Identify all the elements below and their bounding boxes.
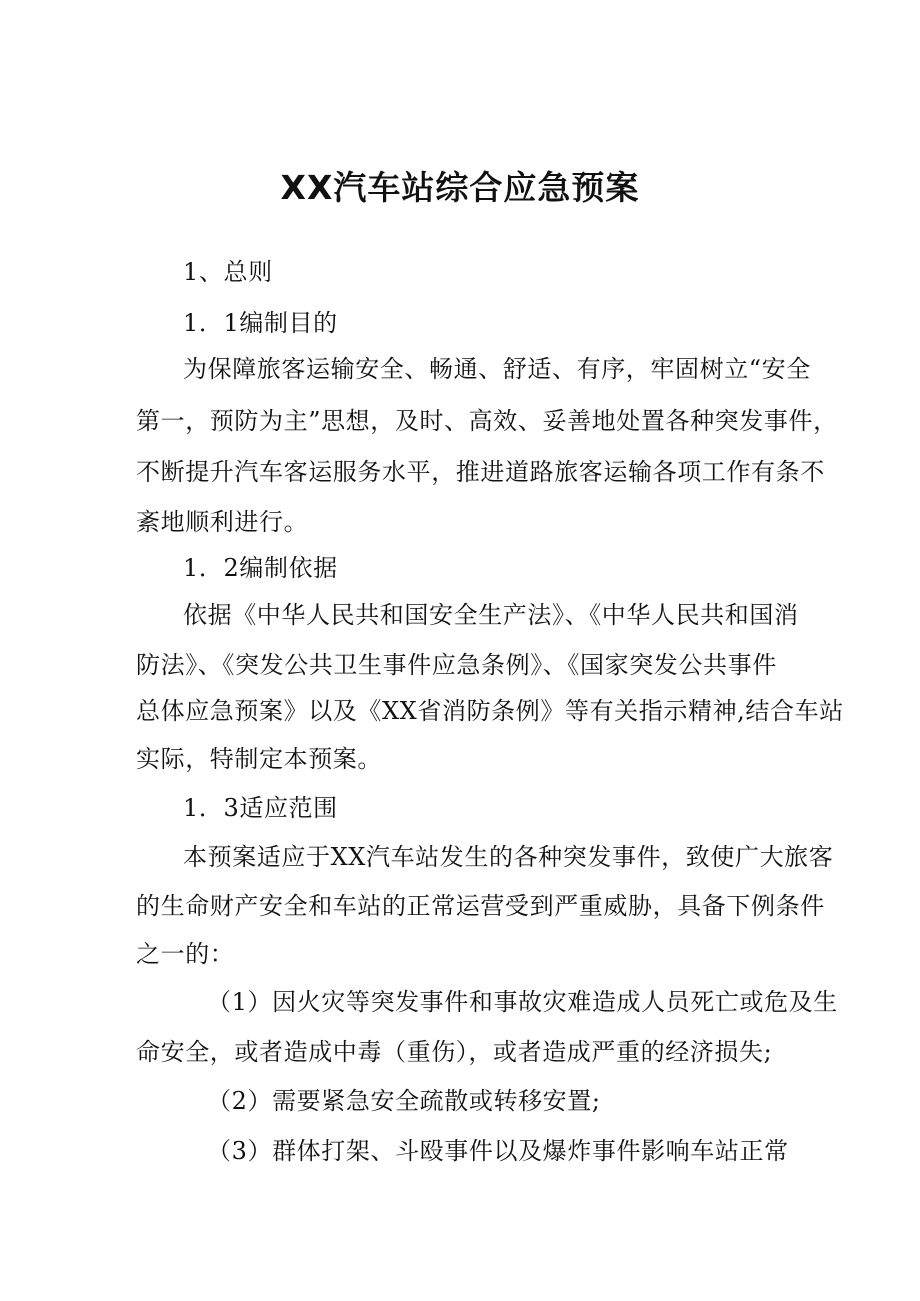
- document-title: XX汽车站综合应急预案: [280, 168, 640, 207]
- paragraph-line: 依据《中华人民共和国安全生产法》、《中华人民共和国消: [183, 601, 799, 629]
- paragraph-line: 之一的：: [136, 940, 235, 968]
- section-heading-general: 1、总则: [183, 258, 273, 286]
- paragraph-line: 本预案适应于XX汽车站发生的各种突发事件，致使广大旅客: [183, 843, 834, 871]
- paragraph-line: 的生命财产安全和车站的正常运营受到严重威胁，具备下例条件: [136, 892, 825, 920]
- section-heading-1-1: 1．1编制目的: [183, 309, 338, 337]
- paragraph-line: 总体应急预案》以及《XX省消防条例》等有关指示精神,结合车站: [136, 697, 844, 725]
- paragraph-line: 紊地顺利进行。: [136, 508, 309, 536]
- list-item: （2）需要紧急安全疏散或转移安置;: [207, 1087, 601, 1115]
- list-item: （1）因火灾等突发事件和事故灾难造成人员死亡或危及生: [207, 988, 838, 1016]
- paragraph-line: 实际，特制定本预案。: [136, 745, 382, 773]
- paragraph-line: 防法》、《突发公共卫生事件应急条例》、《国家突发公共事件: [136, 651, 777, 679]
- section-heading-1-2: 1．2编制依据: [183, 554, 338, 582]
- paragraph-line: 不断提升汽车客运服务水平，推进道路旅客运输各项工作有条不: [136, 458, 825, 486]
- list-item: （3）群体打架、斗殴事件以及爆炸事件影响车站正常: [207, 1137, 789, 1165]
- paragraph-line: 为保障旅客运输安全、畅通、舒适、有序，牢固树立“安全: [183, 355, 811, 383]
- paragraph-line: 第一，预防为主”思想，及时、高效、妥善地处置各种突发事件，: [136, 407, 838, 435]
- section-heading-1-3: 1．3适应范围: [183, 794, 338, 822]
- list-item: 命安全，或者造成中毒（重伤），或者造成严重的经济损失;: [136, 1038, 773, 1066]
